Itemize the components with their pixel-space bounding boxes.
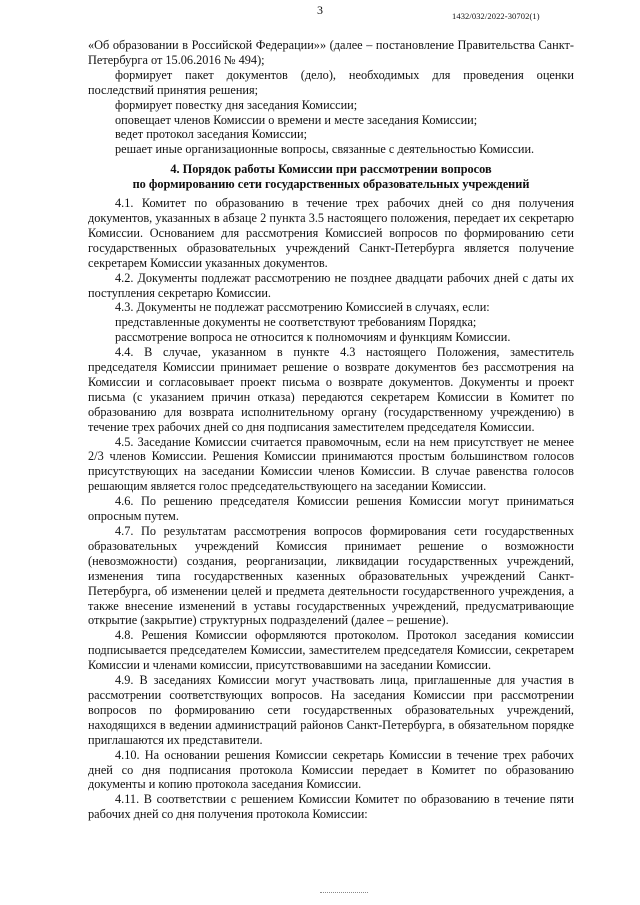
clause-paragraph: 4.7. По результатам рассмотрения вопросов формирования сети государственных образовательных учреждений Комиссия принимает решение о возможности (невозможности) создания, реорганизации, ликвидации государственных учреждений, изменения типа государственных казенных образовательных учреждений Санкт-Петербурга, об изменении целей и предмета деятельности государственного учреждения, а также внесение изменений в уставы государственных учреждений, предусматривающие открытие (закрытие) структурных подразделений (далее – решение). [88,524,574,628]
intro-paragraph: решает иные организационные вопросы, связанные с деятельностью Комиссии. [115,142,535,157]
section-heading-line: по формированию сети государственных образовательных учреждений [132,177,530,192]
clause-paragraph: 4.10. На основании решения Комиссии секретарь Комиссии в течение трех рабочих дней со дня подписания протокола Комиссии передает в Комитет по образованию документы и копию протокола заседания Комиссии. [88,747,574,792]
intro-paragraph: оповещает членов Комиссии о времени и месте заседания Комиссии; [115,112,478,127]
clause-paragraph: 4.5. Заседание Комиссии считается правомочным, если на нем присутствует не менее 2/3 членов Комиссии. Решения Комиссии принимаются простым большинством голосов присутствующих на заседании Комиссии членов Комиссии. В случае равенства голосов решающим является голос председательствующего на заседании Комиссии. [88,434,574,494]
intro-paragraph: формирует пакет документов (дело), необходимых для проведения оценки последствий принятия решения; [88,67,574,97]
intro-paragraph: формирует повестку дня заседания Комиссии; [115,97,358,112]
clause-paragraph: 4.9. В заседаниях Комиссии могут участвовать лица, приглашенные для участия в рассмотрении соответствующих вопросов. На заседания Комиссии при рассмотрении вопросов по формированию сети государственных образовательных учреждений, находящихся в ведении администраций районов Санкт-Петербурга, в обязательном порядке приглашаются их представители. [88,673,574,747]
clause-paragraph: 4.3. Документы не подлежат рассмотрению Комиссией в случаях, если: [115,300,490,315]
intro-paragraph: «Об образовании в Российской Федерации»» (далее – постановление Правительства Санкт-Петербурга от 15.06.2016 № 494); [88,38,574,67]
clause-paragraph: 4.4. В случае, указанном в пункте 4.3 настоящего Положения, заместитель председателя Комиссии принимает решение о возврате документов без рассмотрения на Комиссии и согласовывает проект письма о возврате документов. Документы и проект письма (с указанием причин отказа) передаются секретарем Комиссии в Комитет по образованию для возврата исполнительному органу (государственному учреждению) в течение трех рабочих дней со дня подписания заместителем председателя Комиссии. [88,345,574,434]
page-bottom-mark [320,892,368,896]
clause-paragraph: 4.6. По решению председателя Комиссии решения Комиссии могут приниматься опросным путем. [88,494,574,524]
document-id: 1432/032/2022-30702(1) [452,11,540,21]
intro-paragraph: ведет протокол заседания Комиссии; [115,127,308,142]
section-heading [88,162,574,192]
clause-paragraph: 4.11. В соответствии с решением Комиссии Комитет по образованию в течение пяти рабочих дней со дня получения протокола Комиссии: [88,792,574,822]
document-body [88,38,574,822]
page-number: 3 [317,3,323,17]
clause-paragraph: рассмотрение вопроса не относится к полномочиям и функциям Комиссии. [115,330,511,345]
section-heading-line: 4. Порядок работы Комиссии при рассмотрении вопросов [170,162,492,177]
clause-paragraph: представленные документы не соответствуют требованиям Порядка; [115,315,477,330]
clause-paragraph: 4.8. Решения Комиссии оформляются протоколом. Протокол заседания комиссии подписывается председателем Комиссии, заместителем председателя Комиссии, секретарем Комиссии и членами комиссии, присутствовавшими на заседании Комиссии. [88,628,574,673]
clause-paragraph: 4.1. Комитет по образованию в течение трех рабочих дней со дня получения документов, указанных в абзаце 2 пункта 3.5 настоящего положения, передает их секретарю Комиссии. Основанием для рассмотрения Комиссией вопросов по формированию сети государственных образовательных учреждений Санкт-Петербурга является получение секретарем Комиссии указанных документов. [88,196,574,270]
clause-paragraph: 4.2. Документы подлежат рассмотрению не позднее двадцати рабочих дней с даты их поступления секретарю Комиссии. [88,270,574,300]
